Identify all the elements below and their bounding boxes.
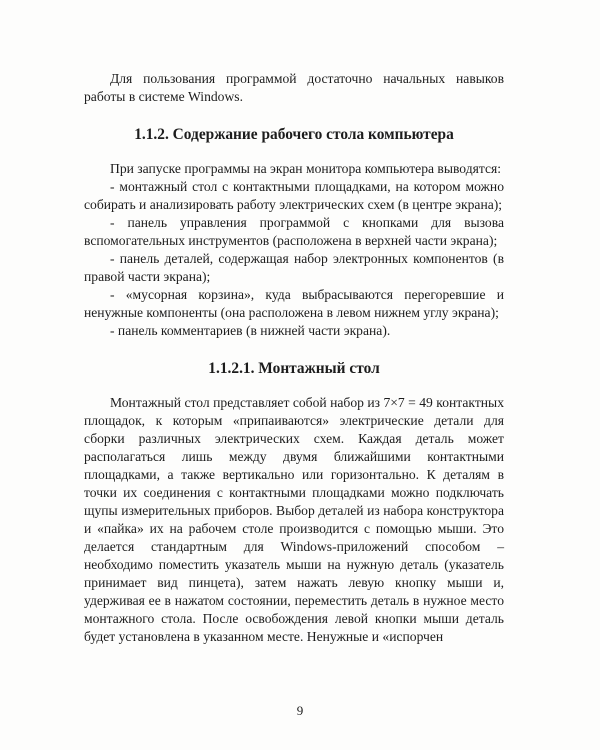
subsection-heading: 1.1.2.1. Монтажный стол	[208, 360, 380, 377]
list-item: - монтажный стол с контактными площадками, на котором можно собирать и анализировать работу электрических схем (в центре экрана);	[84, 179, 504, 212]
list-item: - «мусорная корзина», куда выбрасываются перегоревшие и ненужные компоненты (она расположена в левом нижнем углу экрана);	[84, 287, 504, 320]
section-body	[84, 160, 504, 340]
page-content	[84, 70, 504, 646]
page-number: 9	[296, 703, 304, 718]
intro-paragraph: Для пользования программой достаточно начальных навыков работы в системе Windows.	[84, 71, 504, 104]
subsection-body	[84, 394, 504, 646]
list-item: - панель управления программой с кнопками для вызова вспомогательных инструментов (расположена в верхней части экрана);	[84, 215, 504, 248]
section-lead-paragraph: При запуске программы на экран монитора компьютера выводятся:	[110, 161, 502, 176]
subsection-paragraph: Монтажный стол представляет собой набор из 7×7 = 49 контактных площадок, к которым «припаиваются» электрические детали для сборки различных электрических схем. Каждая деталь может располагаться лишь между двумя ближайшими контактными площадками, а также вертикально или горизонтально. К деталям в точки их соединения с контактными площадками можно подключать щупы измерительных приборов. Выбор деталей из набора конструктора и «пайка» их на рабочем столе производится с помощью мыши. Это делается стандартным для Windows-приложений способом – необходимо поместить указатель мыши на нужную деталь (указатель принимает вид пинцета), затем нажать левую кнопку мыши и, удерживая ее в нажатом состоянии, переместить деталь в нужное место монтажного стола. После освобождения левой кнопки мыши деталь будет установлена в указанном месте. Ненужные и «испорчен	[84, 395, 504, 644]
list-item: - панель деталей, содержащая набор электронных компонентов (в правой части экрана);	[84, 251, 504, 284]
section-heading: 1.1.2. Содержание рабочего стола компьютера	[134, 126, 454, 143]
list-item: - панель комментариев (в нижней части экрана).	[110, 323, 391, 338]
